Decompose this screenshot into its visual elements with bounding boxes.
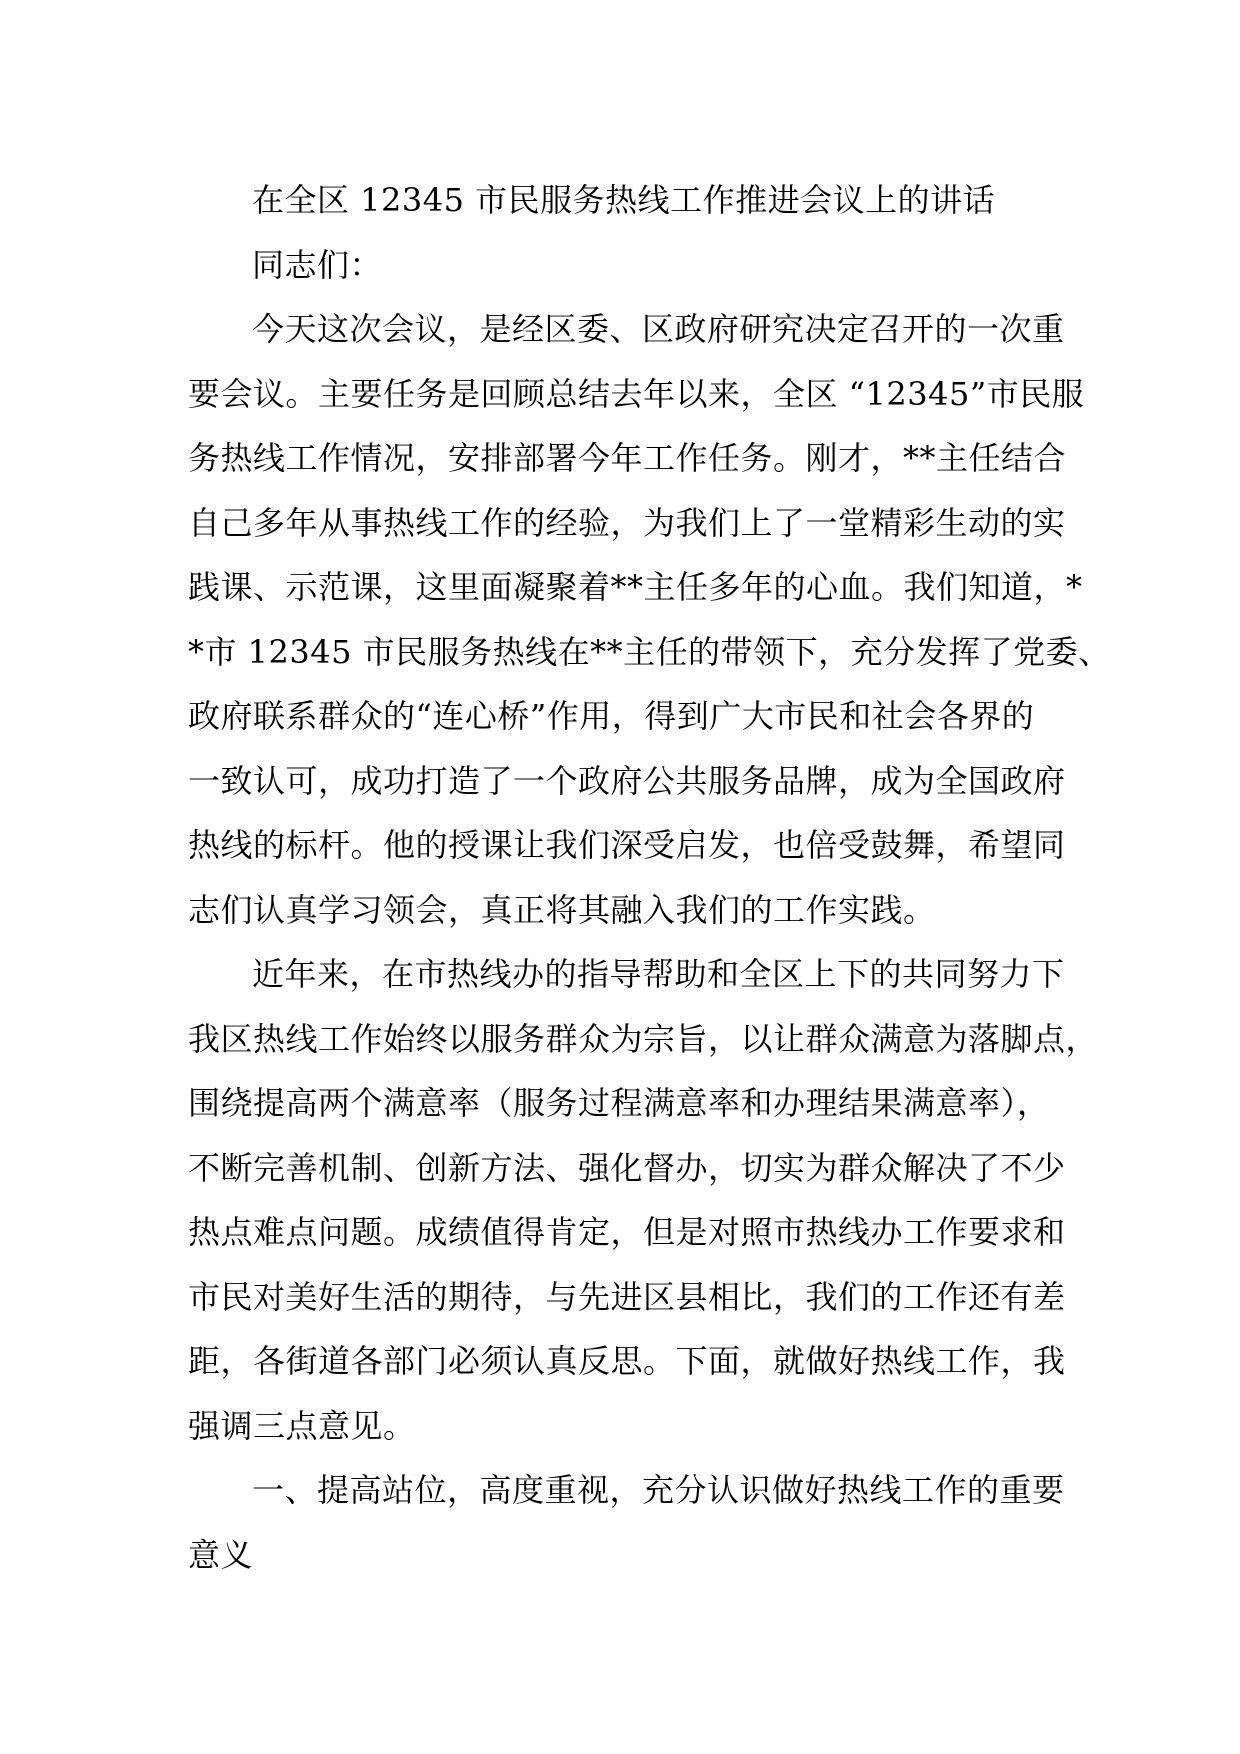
paragraph-line: 市民对美好生活的期待，与先进区县相比，我们的工作还有差 [188, 1277, 1066, 1316]
document-body [188, 168, 1111, 1587]
heading-line: 一、提高站位，高度重视，充分认识做好热线工作的重要 [252, 1471, 1065, 1509]
paragraph-line: 务热线工作情况，安排部署今年工作任务。刚才，**主任结合 [188, 439, 1067, 477]
paragraph-line: 距，各街道各部门必须认真反思。下面，就做好热线工作，我 [188, 1342, 1066, 1380]
paragraph-line: 我区热线工作始终以服务群众为宗旨，以让群众满意为落脚点， [188, 1019, 1099, 1058]
salutation: 同志们： [252, 245, 383, 284]
paragraph-line: 志们认真学习领会，真正将其融入我们的工作实践。 [188, 890, 936, 929]
paragraph-line: 近年来，在市热线办的指导帮助和全区上下的共同努力下 [252, 955, 1065, 993]
paragraph-line: 热线的标杆。他的授课让我们深受启发，也倍受鼓舞，希望同 [188, 826, 1066, 864]
paragraph-line: 一致认可，成功打造了一个政府公共服务品牌，成为全国政府 [188, 761, 1066, 800]
paragraph-line: 不断完善机制、创新方法、强化督办，切实为群众解决了不少 [188, 1148, 1066, 1187]
paragraph-line: *市 12345 市民服务热线在**主任的带领下，充分发挥了党委、 [188, 632, 1111, 671]
section-heading-1 [188, 1458, 1065, 1587]
paragraph-line: 今天这次会议，是经区委、区政府研究决定召开的一次重 [252, 310, 1065, 348]
paragraph-line: 政府联系群众的“连心桥”作用，得到广大市民和社会各界的 [188, 697, 1035, 735]
paragraph-line: 围绕提高两个满意率（服务过程满意率和办理结果满意率）， [188, 1084, 1050, 1122]
paragraph-2 [188, 942, 1099, 1458]
paragraph-line: 强调三点意见。 [188, 1406, 416, 1445]
heading-line: 意义 [188, 1535, 254, 1574]
paragraph-line: 热点难点问题。成绩值得肯定，但是对照市热线办工作要求和 [188, 1213, 1066, 1251]
paragraph-line: 践课、示范课，这里面凝聚着**主任多年的心血。我们知道，* [188, 568, 1083, 606]
paragraph-line: 自己多年从事热线工作的经验，为我们上了一堂精彩生动的实 [188, 503, 1066, 542]
document-title: 在全区 12345 市民服务热线工作推进会议上的讲话 [252, 181, 996, 219]
paragraph-1 [188, 297, 1111, 942]
paragraph-line: 要会议。主要任务是回顾总结去年以来，全区 “12345”市民服 [188, 374, 1085, 413]
